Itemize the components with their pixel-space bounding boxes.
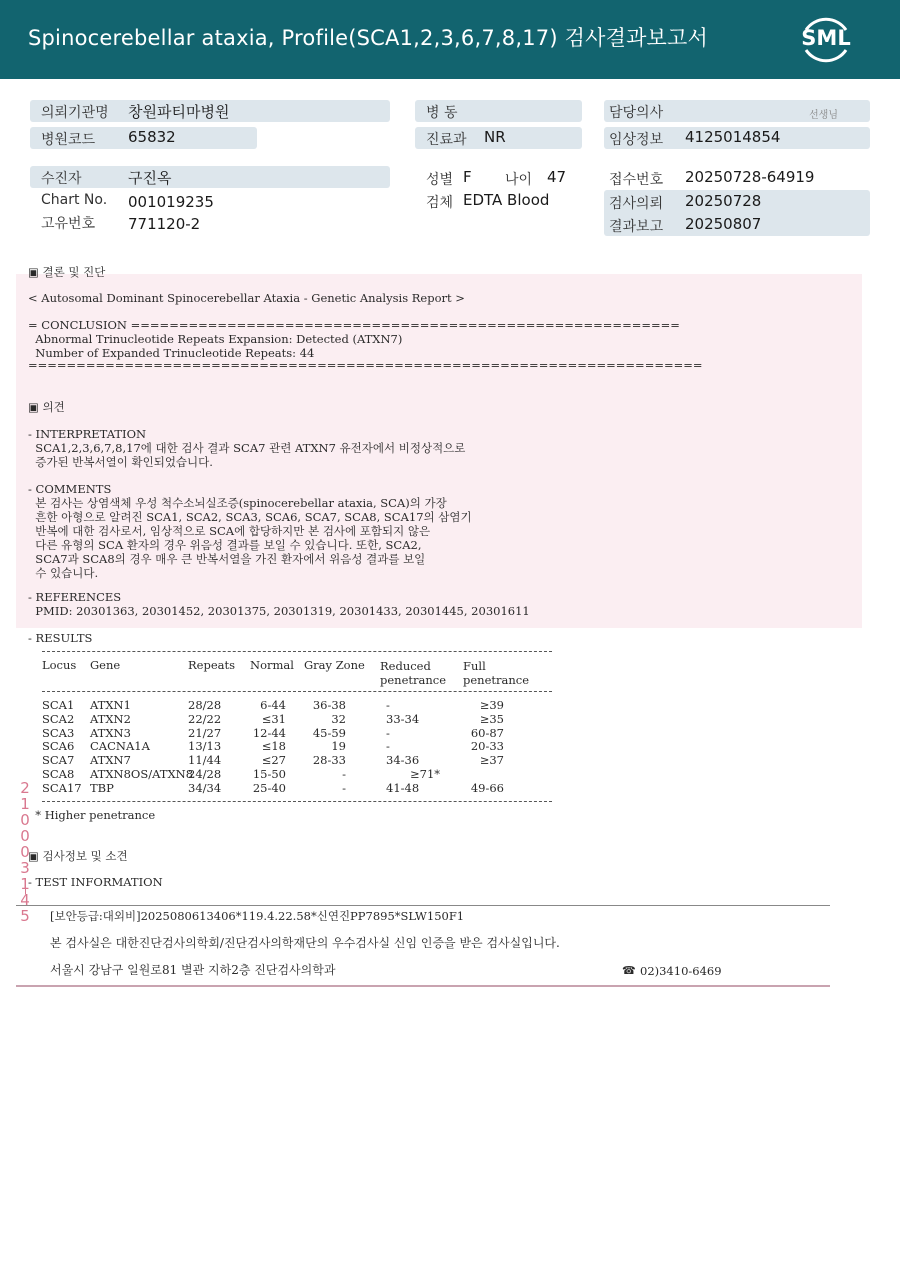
cell-locus: SCA17 xyxy=(42,780,82,795)
side-document-id-text xyxy=(18,780,32,924)
interpretation-heading: - INTERPRETATION xyxy=(28,427,147,441)
th-gray-zone: Gray Zone xyxy=(304,658,365,672)
cell-gray: 19 xyxy=(331,739,346,754)
cell-gray: - xyxy=(342,780,346,795)
conclusion-line-2: Number of Expanded Trinucleotide Repeats: 44 xyxy=(28,346,315,360)
conclusion-end: ====================================================================== xyxy=(28,358,703,372)
footer-top-rule xyxy=(16,905,830,906)
interpretation-line-2: 증가된 반복서열이 확인되었습니다. xyxy=(28,455,213,469)
cell-gene: ATXN3 xyxy=(90,725,131,740)
conclusion-heading: = CONCLUSION ========================================================= xyxy=(28,318,680,332)
conclusion-line-1: Abnormal Trinucleotide Repeats Expansion: Detected (ATXN7) xyxy=(28,332,403,346)
results-heading: - RESULTS xyxy=(28,631,93,645)
cell-normal: 6-44 xyxy=(260,698,286,712)
cell-reduced: 33-34 xyxy=(386,711,420,726)
cell-gene: ATXN2 xyxy=(90,711,131,726)
side-id-char: 0 xyxy=(20,827,30,845)
side-id-char: 1 xyxy=(20,875,30,893)
th-normal: Normal xyxy=(250,658,294,672)
side-id-char: 4 xyxy=(20,891,30,909)
certification-text: 본 검사실은 대한진단검사의학회/진단검사의학재단의 우수검사실 신임 인증을 받은 검사실입니다. xyxy=(50,936,560,950)
cell-locus: SCA7 xyxy=(42,753,75,768)
test-info-heading: - TEST INFORMATION xyxy=(28,875,163,889)
cell-gene: TBP xyxy=(90,780,114,795)
cell-gene: CACNA1A xyxy=(90,739,150,754)
clinical-info-value: 4125014854 xyxy=(685,128,781,146)
comments-line-1: 본 검사는 상염색체 우성 척수소뇌실조증(spinocerebellar ataxia, SCA)의 가장 xyxy=(28,496,447,510)
side-id-char: 5 xyxy=(20,907,30,925)
references-heading: - REFERENCES xyxy=(28,590,122,604)
examinee-value: 구진옥 xyxy=(128,169,172,187)
receipt-no-label: 접수번호 xyxy=(609,172,664,188)
cell-reduced: - xyxy=(386,739,390,754)
report-date-value: 20250807 xyxy=(685,215,762,233)
th-full: Full xyxy=(463,659,486,673)
side-document-id xyxy=(18,780,32,924)
cell-reduced: - xyxy=(386,698,390,712)
footer-bottom-rule xyxy=(16,985,830,987)
cell-locus: SCA6 xyxy=(42,739,75,754)
interpretation-line-1: SCA1,2,3,6,7,8,17에 대한 검사 결과 SCA7 관련 ATXN7 유전자에서 비정상적으로 xyxy=(28,441,466,455)
ward-label: 병 동 xyxy=(426,105,458,121)
doctor-suffix: 선생님 xyxy=(809,110,838,121)
report-date-label: 결과보고 xyxy=(609,219,664,235)
cell-repeats: 11/44 xyxy=(188,753,222,768)
report-title: Spinocerebellar ataxia, Profile(SCA1,2,3,6,7,8,17) 검사결과보고서 xyxy=(28,26,709,50)
examinee-bar xyxy=(30,166,390,188)
logo-text: SML xyxy=(801,26,851,50)
side-id-char: 0 xyxy=(20,811,30,829)
specimen-label: 검체 xyxy=(426,195,454,211)
comments-line-5: SCA7과 SCA8의 경우 매우 큰 반복서열을 가진 환자에서 위음성 결과를 보일 xyxy=(28,552,426,566)
cell-locus: SCA2 xyxy=(42,711,75,726)
chart-no-value: 001019235 xyxy=(128,193,214,211)
cell-normal: ≤27 xyxy=(261,753,286,768)
institution-value: 창원파티마병원 xyxy=(128,103,230,121)
comments-line-4: 다른 유형의 SCA 환자의 경우 위음성 결과를 보일 수 있습니다. 또한, SCA2, xyxy=(28,538,422,552)
cell-normal: ≤31 xyxy=(261,711,286,726)
institution-label: 의뢰기관명 xyxy=(41,105,109,121)
clinical-info-label: 임상정보 xyxy=(609,132,664,148)
table-header-rule xyxy=(42,691,552,692)
cell-repeats: 34/34 xyxy=(188,780,222,795)
cell-gray: - xyxy=(342,767,346,781)
th-repeats: Repeats xyxy=(188,658,236,672)
lab-phone: 02)3410-6469 xyxy=(640,964,722,978)
cell-reduced: 41-48 xyxy=(386,780,420,795)
side-id-mark xyxy=(25,878,26,894)
cell-locus: SCA8 xyxy=(42,767,75,781)
cell-reduced: 34-36 xyxy=(386,753,420,768)
cell-full: 60-87 xyxy=(470,725,504,740)
cell-gray: 36-38 xyxy=(312,698,346,712)
cell-gene: ATXN7 xyxy=(90,753,131,768)
sex-value: F xyxy=(463,168,472,186)
lab-address: 서울시 강남구 일원로81 별관 지하2층 진단검사의학과 xyxy=(50,963,336,977)
side-id-char: 1 xyxy=(20,795,30,813)
security-line: [보안등급:대외비]2025080613406*119.4.22.58*신연진PP7895*SLW150F1 xyxy=(50,909,465,923)
cell-normal: 12-44 xyxy=(252,725,286,740)
cell-full: ≥37 xyxy=(479,753,504,768)
cell-gene: ATXN1 xyxy=(90,698,131,712)
cell-locus: SCA3 xyxy=(42,725,75,740)
side-id-char: 2 xyxy=(20,779,30,797)
receipt-no-value: 20250728-64919 xyxy=(685,168,815,186)
cell-gray: 32 xyxy=(331,711,346,726)
specimen-value: EDTA Blood xyxy=(463,191,550,209)
cell-locus: SCA1 xyxy=(42,698,75,712)
table-top-rule xyxy=(42,651,552,652)
table-bottom-rule xyxy=(42,801,552,802)
comments-line-2: 흔한 아형으로 알려진 SCA1, SCA2, SCA3, SCA6, SCA7, SCA8, SCA17의 삼염기 xyxy=(28,510,472,524)
section-test-info-heading: ▣ 검사정보 및 소견 xyxy=(28,849,128,863)
cell-reduced: ≥71* xyxy=(410,767,441,781)
cell-full: 49-66 xyxy=(470,780,504,795)
department-value: NR xyxy=(484,128,506,146)
hospital-code-label: 병원코드 xyxy=(41,132,96,148)
th-locus: Locus xyxy=(42,658,77,672)
cell-normal: 25-40 xyxy=(252,780,286,795)
report-header xyxy=(0,0,900,79)
section-conclusion-heading: ▣ 결론 및 진단 xyxy=(28,265,106,279)
cell-gray: 45-59 xyxy=(312,725,346,740)
th-reduced-2: penetrance xyxy=(380,673,447,687)
doctor-label: 담당의사 xyxy=(609,105,664,121)
hospital-code-value: 65832 xyxy=(128,128,176,146)
cell-normal: 15-50 xyxy=(252,767,286,781)
comments-heading: - COMMENTS xyxy=(28,482,112,496)
cell-full: ≥39 xyxy=(479,698,504,712)
age-value: 47 xyxy=(547,168,567,186)
request-date-value: 20250728 xyxy=(685,192,762,210)
cell-full: 20-33 xyxy=(470,739,504,754)
th-reduced: Reduced xyxy=(380,659,431,673)
chart-no-label: Chart No. xyxy=(41,192,108,208)
side-id-char: 0 xyxy=(20,843,30,861)
references-line-1: PMID: 20301363, 20301452, 20301375, 20301319, 20301433, 20301445, 20301611 xyxy=(28,604,530,618)
age-label: 나이 xyxy=(505,172,533,188)
cell-full: ≥35 xyxy=(479,711,504,726)
sml-logo xyxy=(796,10,856,70)
cell-repeats: 28/28 xyxy=(188,698,222,712)
unique-no-value: 771120-2 xyxy=(128,215,201,233)
cell-gray: 28-33 xyxy=(312,753,346,768)
side-id-char: 3 xyxy=(20,859,30,877)
examinee-label: 수진자 xyxy=(41,171,82,187)
report-subtitle: < Autosomal Dominant Spinocerebellar Ataxia - Genetic Analysis Report > xyxy=(28,291,465,305)
th-gene: Gene xyxy=(90,658,121,672)
cell-repeats: 13/13 xyxy=(188,739,222,754)
request-date-label: 검사의뢰 xyxy=(609,196,664,212)
unique-no-label: 고유번호 xyxy=(41,216,96,232)
section-opinion-heading: ▣ 의견 xyxy=(28,400,65,414)
cell-reduced: - xyxy=(386,725,390,740)
cell-repeats: 22/22 xyxy=(188,711,222,726)
comments-line-6: 수 있습니다. xyxy=(28,566,99,580)
phone-icon: ☎ xyxy=(622,964,636,977)
th-full-2: penetrance xyxy=(463,673,530,687)
cell-gene: ATXN8OS/ATXN8 xyxy=(90,767,194,781)
cell-repeats: 24/28 xyxy=(188,767,222,781)
table-footnote: * Higher penetrance xyxy=(28,808,156,822)
sex-label: 성별 xyxy=(426,172,454,188)
comments-line-3: 반복에 대한 검사로서, 임상적으로 SCA에 합당하지만 본 검사에 포함되지 않은 xyxy=(28,524,431,538)
cell-repeats: 21/27 xyxy=(188,725,222,740)
cell-normal: ≤18 xyxy=(261,739,286,754)
department-label: 진료과 xyxy=(426,132,467,148)
